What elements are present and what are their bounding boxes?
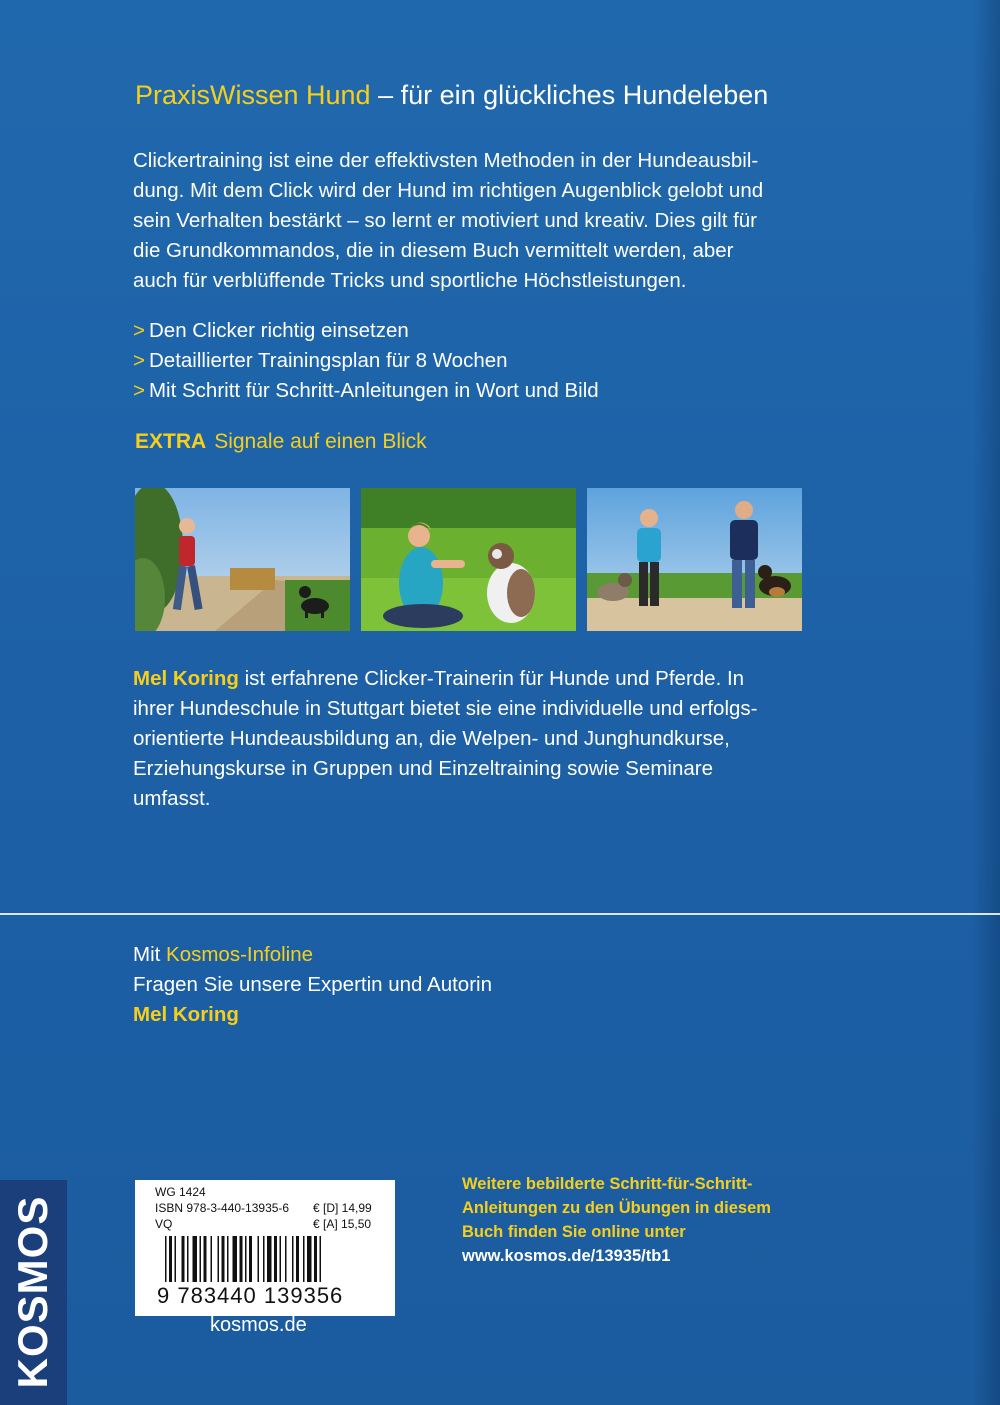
infoline-service: Kosmos-Infoline (166, 943, 314, 966)
intro-line: sein Verhalten bestärkt – so lernt er motiviert und kreativ. Dies gilt für (133, 209, 758, 232)
barcode-stripe (303, 1236, 305, 1282)
barcode-stripe (258, 1236, 260, 1282)
feature-list (133, 316, 599, 406)
barcode-bars (165, 1236, 370, 1282)
publisher-logo-kosmos: KOSMOS (9, 1195, 56, 1389)
intro-line: Clickertraining ist eine der effektivsten Methoden in der Hundeausbil- (133, 149, 759, 172)
feature-item (133, 346, 599, 376)
barcode-stripe (292, 1236, 294, 1282)
barcode-price-d: € [D] 14,99 (313, 1201, 372, 1215)
barcode-stripe (165, 1236, 167, 1282)
barcode-stripe (307, 1236, 312, 1282)
intro-paragraph (133, 146, 813, 296)
barcode-stripe (193, 1236, 198, 1282)
author-bio-text: ist erfahrene Clicker-Trainerin für Hunde und Pferde. In (238, 667, 745, 690)
chevron-right-icon: > (133, 379, 145, 402)
author-bio-line: umfasst. (133, 787, 211, 810)
author-name: Mel Koring (133, 667, 239, 690)
author-bio (133, 664, 813, 814)
author-bio-line: Erziehungskurse in Gruppen und Einzeltraining sowie Seminare (133, 757, 714, 780)
barcode-stripe (218, 1236, 220, 1282)
chevron-right-icon: > (133, 349, 145, 372)
barcode-stripe (263, 1236, 265, 1282)
chevron-right-icon: > (133, 319, 145, 342)
barcode-stripe (296, 1236, 299, 1282)
author-bio-line (133, 664, 813, 694)
online-notice-line: Weitere bebilderte Schritt-für-Schritt- (462, 1175, 753, 1193)
headline (135, 80, 768, 111)
barcode-stripe (211, 1236, 213, 1282)
author-bio-line: ihrer Hundeschule in Stuttgart bietet sie eine individuelle und erfolgs- (133, 697, 758, 720)
photo-walkers-with-dogs (587, 488, 802, 631)
publisher-website: kosmos.de (210, 1314, 307, 1336)
barcode-stripe (187, 1236, 189, 1282)
cover-edge-shadow (972, 0, 1000, 1405)
barcode-label (135, 1180, 395, 1316)
online-notice (462, 1172, 771, 1268)
feature-item (133, 376, 599, 406)
barcode-stripe (227, 1236, 229, 1282)
headline-brand: PraxisWissen Hund (135, 80, 371, 110)
barcode-stripe (222, 1236, 225, 1282)
intro-line: die Grundkommandos, die in diesem Buch vermittelt werden, aber (133, 239, 734, 262)
barcode-stripe (285, 1236, 287, 1282)
barcode-isbn: ISBN 978-3-440-13935-6 (155, 1201, 290, 1215)
barcode-stripe (182, 1236, 185, 1282)
photo-man-with-dog (135, 488, 350, 631)
infoline-line (133, 940, 492, 970)
intro-line: auch für verblüffende Tricks und sportliche Höchstleistungen. (133, 269, 687, 292)
headline-tagline: – für ein glückliches Hundeleben (370, 80, 769, 110)
barcode-stripe (245, 1236, 247, 1282)
barcode-stripe (169, 1236, 172, 1282)
barcode-stripe (200, 1236, 202, 1282)
barcode-stripe (240, 1236, 243, 1282)
barcode-stripe (280, 1236, 282, 1282)
barcode-stripe (320, 1236, 322, 1282)
barcode-digits: 9 783440 139356 (157, 1283, 344, 1308)
barcode-price-a: € [A] 15,50 (313, 1217, 372, 1231)
infoline-line: Fragen Sie unsere Expertin und Autorin (133, 973, 492, 996)
barcode-stripe (274, 1236, 277, 1282)
online-notice-line: Buch finden Sie online unter (462, 1223, 686, 1241)
barcode-stripe (175, 1236, 177, 1282)
extra-line (135, 430, 427, 454)
online-notice-line: Anleitungen zu den Übungen in diesem (462, 1199, 771, 1217)
barcode-stripe (267, 1236, 272, 1282)
intro-line: dung. Mit dem Click wird der Hund im richtigen Augenblick gelobt und (133, 179, 764, 202)
extra-keyword: EXTRA (135, 430, 207, 453)
barcode-stripe (249, 1236, 252, 1282)
feature-item (133, 316, 599, 346)
infoline-prefix: Mit (133, 943, 167, 966)
online-url[interactable]: www.kosmos.de/13935/tb1 (462, 1247, 671, 1265)
feature-text: Detaillierter Trainingsplan für 8 Wochen (148, 349, 508, 372)
author-bio-line: orientierte Hundeausbildung an, die Welpen- und Junghundkurse, (133, 727, 730, 750)
section-divider (0, 913, 1000, 915)
barcode-stripe (233, 1236, 238, 1282)
barcode-vq: VQ (155, 1217, 173, 1231)
feature-text: Den Clicker richtig einsetzen (148, 319, 409, 342)
infoline-block (133, 940, 492, 1030)
infoline-author-name: Mel Koring (133, 1003, 239, 1026)
barcode-wg: WG 1424 (155, 1185, 206, 1199)
barcode-stripe (204, 1236, 207, 1282)
extra-text: Signale auf einen Blick (214, 430, 427, 453)
barcode-stripe (314, 1236, 317, 1282)
feature-text: Mit Schritt für Schritt-Anleitungen in Wort und Bild (148, 379, 599, 402)
photo-woman-with-dog (361, 488, 576, 631)
